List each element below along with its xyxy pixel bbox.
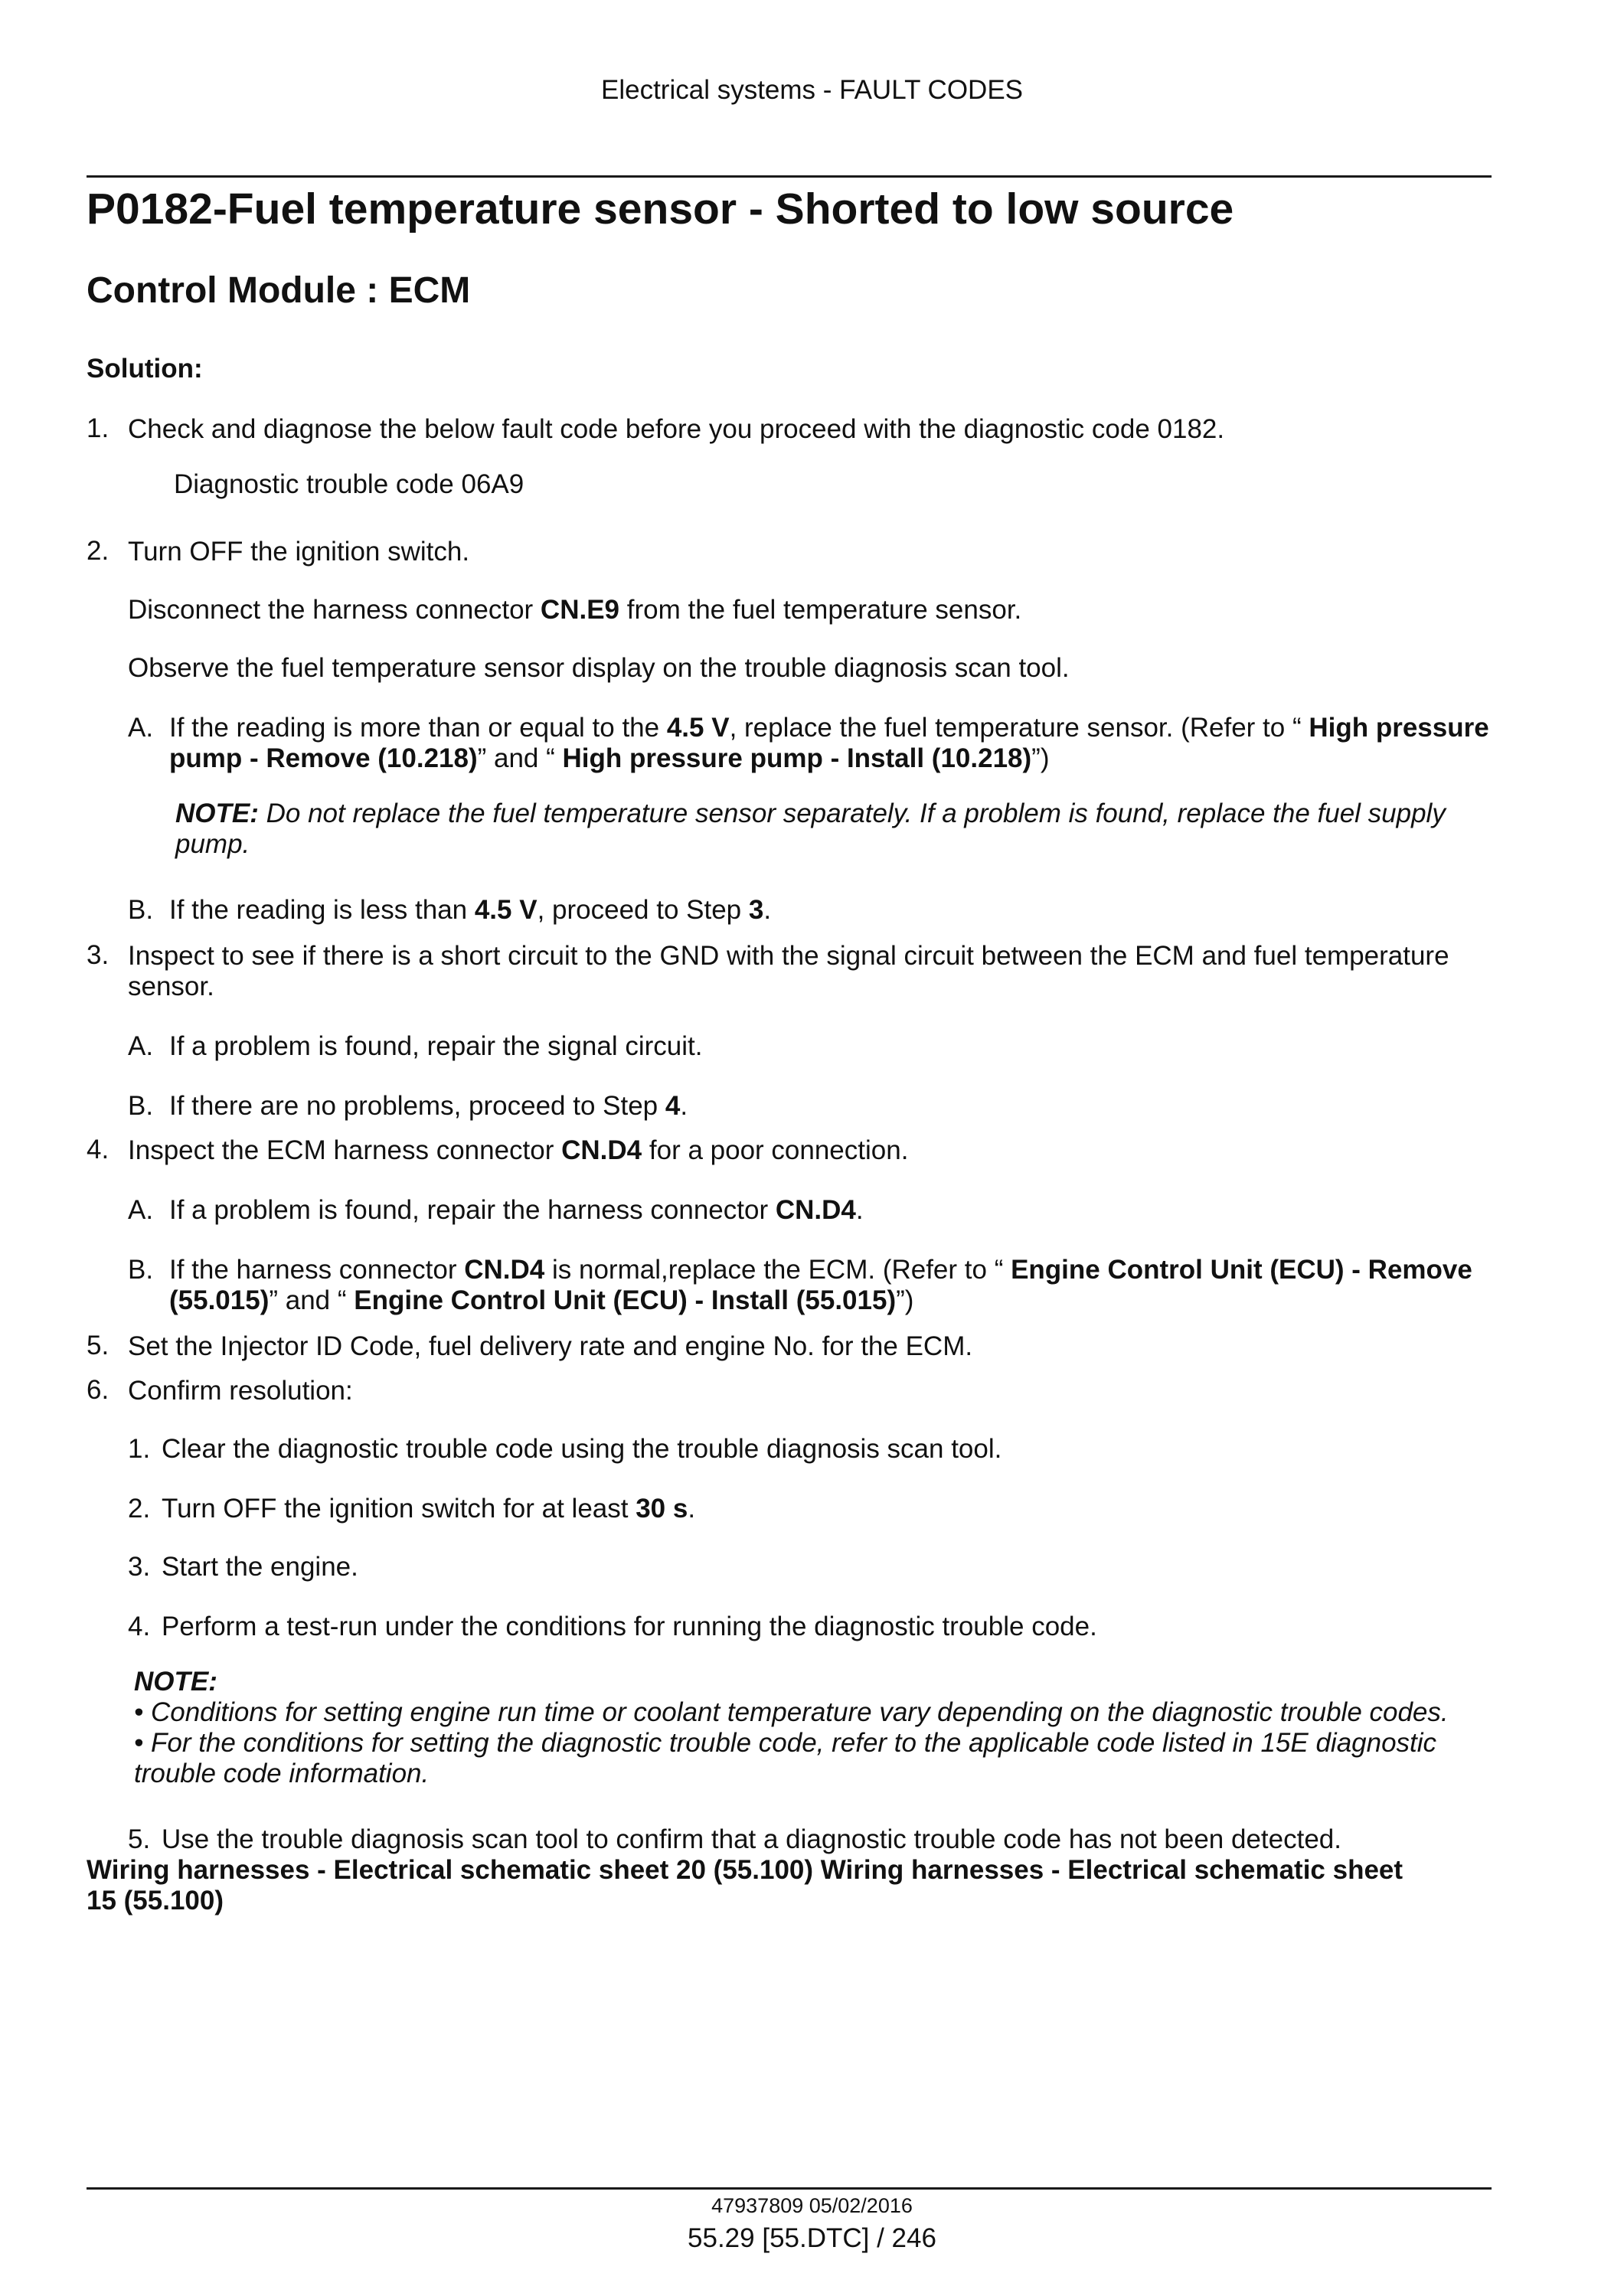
step-6-4-text: Perform a test-run under the conditions for running the diagnostic trouble code. xyxy=(162,1612,1097,1641)
sub-step-number: 3. xyxy=(128,1552,151,1582)
step-3-text: Inspect to see if there is a short circuit to the GND with the signal circuit between the ECM and fuel temperature xyxy=(128,941,1449,971)
wiring-reference-link[interactable]: Wiring harnesses - Electrical schematic sheet 20 (55.100) Wiring harnesses - Electrical schematic sheet xyxy=(87,1855,1403,1885)
step-number: 3. xyxy=(87,940,109,970)
step-2b-text: If the reading is less than 4.5 V, proceed to Step 3. xyxy=(169,895,772,925)
note-2-line: • For the conditions for setting the diagnostic trouble code, refer to the applicable code listed in 15E diagnostic xyxy=(134,1728,1437,1758)
step-4b-text-cont: (55.015)” and “ Engine Control Unit (ECU) - Install (55.015)”) xyxy=(169,1285,914,1315)
step-3b-text: If there are no problems, proceed to Step 4. xyxy=(169,1091,688,1121)
sub-step-letter: B. xyxy=(128,1255,154,1285)
wiring-reference-link[interactable]: 15 (55.100) xyxy=(87,1886,224,1916)
step-6-text: Confirm resolution: xyxy=(128,1376,353,1406)
header-divider xyxy=(87,175,1492,178)
step-6-2-text: Turn OFF the ignition switch for at least 30 s. xyxy=(162,1494,696,1524)
step-number: 1. xyxy=(87,413,109,443)
step-2-text: Turn OFF the ignition switch. xyxy=(128,537,470,567)
sub-step-number: 2. xyxy=(128,1494,151,1524)
step-6-3-text: Start the engine. xyxy=(162,1552,358,1582)
footer-divider xyxy=(87,2187,1492,2190)
step-2-observe: Observe the fuel temperature sensor display on the trouble diagnosis scan tool. xyxy=(128,653,1070,683)
step-number: 6. xyxy=(87,1375,109,1405)
step-2a-text: If the reading is more than or equal to the 4.5 V, replace the fuel temperature sensor. (Refer to “ High pressure xyxy=(169,713,1489,743)
step-4-text: Inspect the ECM harness connector CN.D4 for a poor connection. xyxy=(128,1135,909,1165)
note-2-label: NOTE: xyxy=(134,1667,217,1697)
solution-label: Solution: xyxy=(87,354,203,384)
sub-step-letter: B. xyxy=(128,895,154,925)
sub-step-letter: A. xyxy=(128,1195,154,1225)
sub-step-letter: B. xyxy=(128,1091,154,1121)
step-4a-text: If a problem is found, repair the harness connector CN.D4. xyxy=(169,1195,864,1225)
page-number: 55.29 [55.DTC] / 246 xyxy=(688,2223,936,2253)
control-module-heading: Control Module : ECM xyxy=(87,270,471,311)
page-title: P0182-Fuel temperature sensor - Shorted to low source xyxy=(87,185,1234,234)
step-number: 2. xyxy=(87,536,109,566)
step-6-1-text: Clear the diagnostic trouble code using the trouble diagnosis scan tool. xyxy=(162,1434,1002,1464)
sub-step-letter: A. xyxy=(128,713,154,743)
sub-step-number: 4. xyxy=(128,1612,151,1641)
step-number: 5. xyxy=(87,1331,109,1360)
note-1-cont: pump. xyxy=(175,829,250,859)
step-4b-text: If the harness connector CN.D4 is normal,replace the ECM. (Refer to “ Engine Control Unit (ECU) - Remove xyxy=(169,1255,1472,1285)
note-1: NOTE: Do not replace the fuel temperature sensor separately. If a problem is found, replace the fuel supply xyxy=(175,799,1446,828)
sub-step-letter: A. xyxy=(128,1031,154,1061)
step-2a-text-cont: pump - Remove (10.218)” and “ High pressure pump - Install (10.218)”) xyxy=(169,743,1050,773)
note-2-line: trouble code information. xyxy=(134,1759,430,1788)
step-3-text-cont: sensor. xyxy=(128,972,214,1001)
running-header: Electrical systems - FAULT CODES xyxy=(600,75,1024,105)
step-2-disconnect: Disconnect the harness connector CN.E9 from the fuel temperature sensor. xyxy=(128,595,1022,625)
sub-step-number: 1. xyxy=(128,1434,151,1464)
document-code: 47937809 05/02/2016 xyxy=(711,2194,913,2217)
step-5-text: Set the Injector ID Code, fuel delivery rate and engine No. for the ECM. xyxy=(128,1331,973,1361)
step-6-5-text: Use the trouble diagnosis scan tool to confirm that a diagnostic trouble code has not been detected. xyxy=(162,1824,1341,1854)
step-1-subtext: Diagnostic trouble code 06A9 xyxy=(174,469,524,499)
step-3a-text: If a problem is found, repair the signal circuit. xyxy=(169,1031,703,1061)
sub-step-number: 5. xyxy=(128,1824,151,1854)
step-number: 4. xyxy=(87,1135,109,1164)
step-1-text: Check and diagnose the below fault code before you proceed with the diagnostic code 0182. xyxy=(128,414,1225,444)
note-2-line: • Conditions for setting engine run time or coolant temperature vary depending on the diagnostic trouble codes. xyxy=(134,1697,1449,1727)
